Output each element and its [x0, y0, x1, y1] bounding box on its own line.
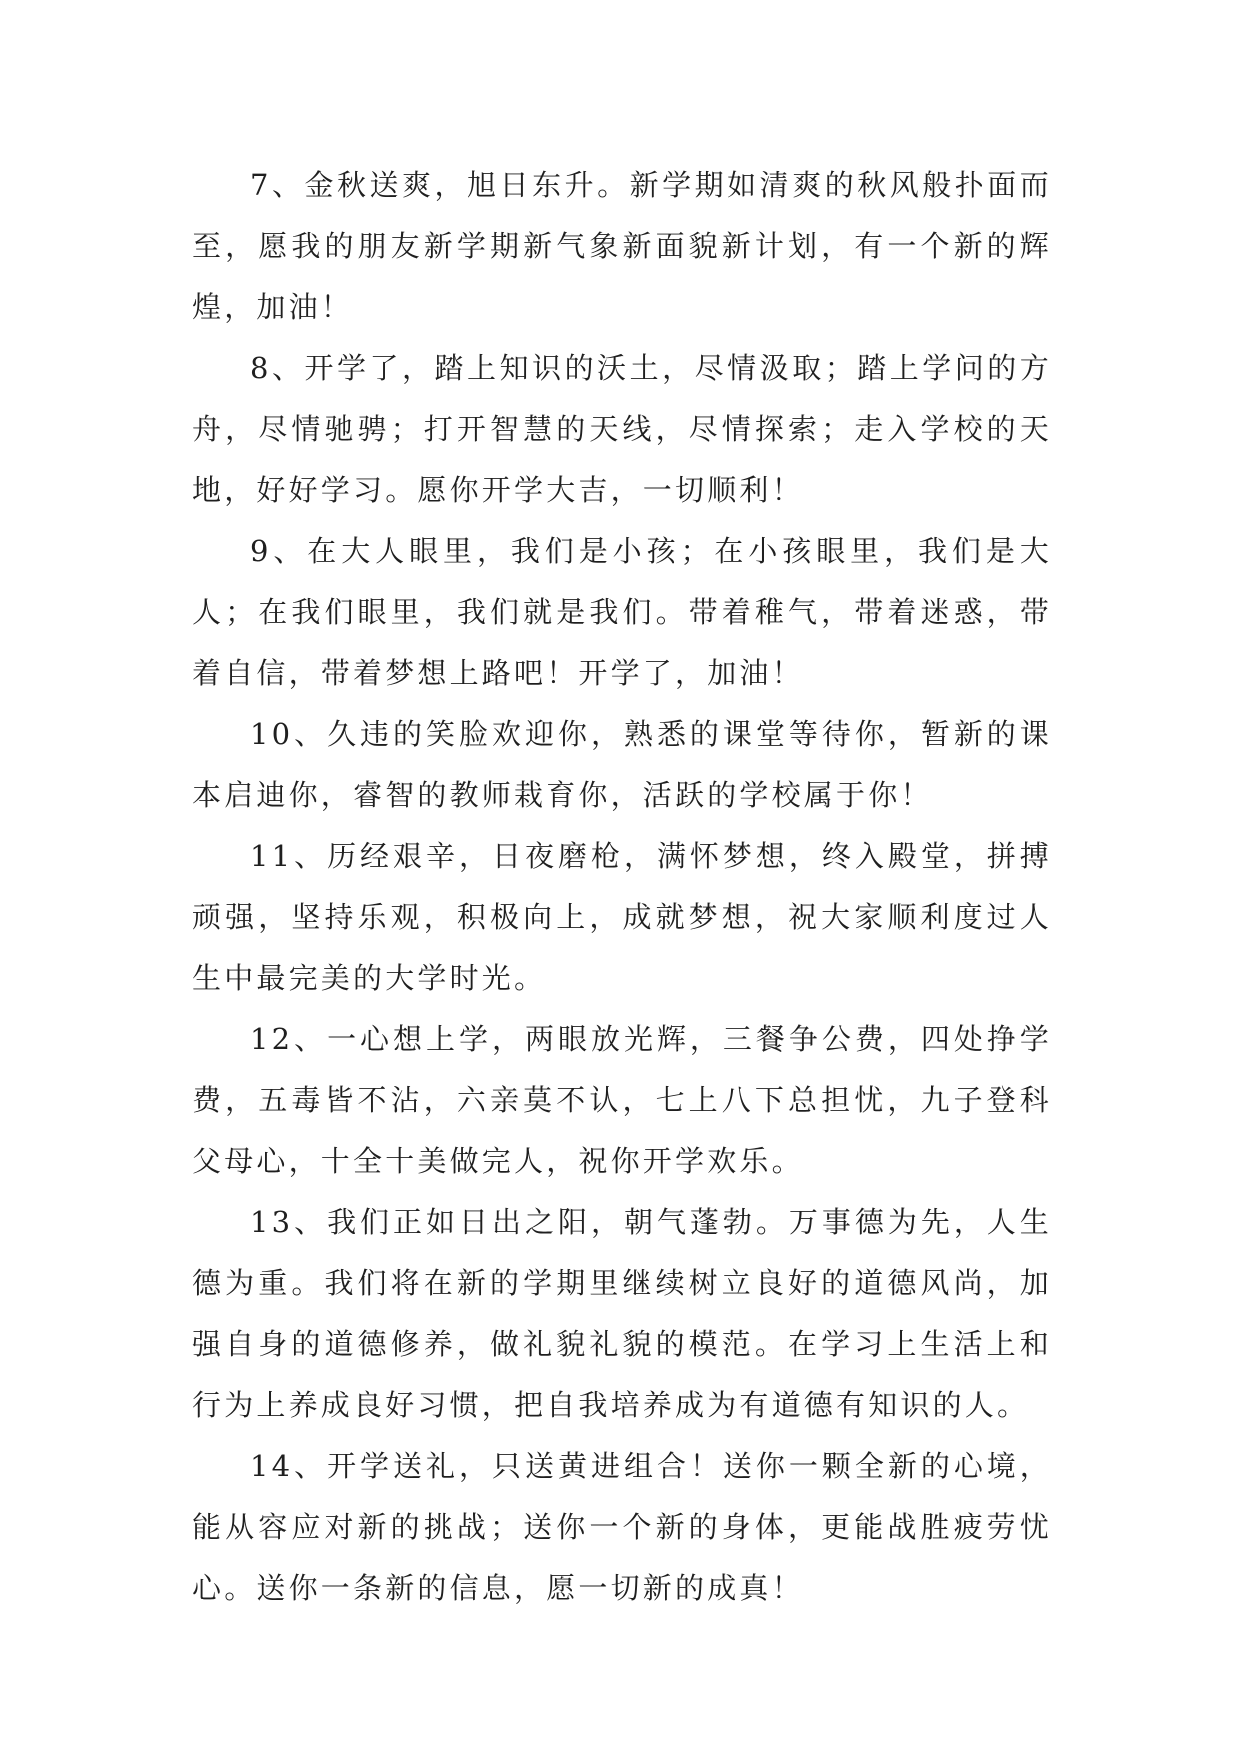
document-body [192, 155, 1052, 1619]
paragraph-9: 9、在大人眼里，我们是小孩；在小孩眼里，我们是大人；在我们眼里，我们就是我们。带着稚气，带着迷惑，带着自信，带着梦想上路吧！开学了，加油！ [192, 534, 1052, 690]
paragraph-10: 10、久违的笑脸欢迎你，熟悉的课堂等待你，暂新的课本启迪你，睿智的教师栽育你，活跃的学校属于你！ [192, 717, 1052, 812]
paragraph-7: 7、金秋送爽，旭日东升。新学期如清爽的秋风般扑面而至，愿我的朋友新学期新气象新面貌新计划，有一个新的辉煌，加油！ [192, 168, 1052, 324]
paragraph-14: 14、开学送礼，只送黄进组合！送你一颗全新的心境，能从容应对新的挑战；送你一个新的身体，更能战胜疲劳忧心。送你一条新的信息，愿一切新的成真！ [192, 1449, 1052, 1605]
paragraph-11: 11、历经艰辛，日夜磨枪，满怀梦想，终入殿堂，拼搏顽强，坚持乐观，积极向上，成就梦想，祝大家顺利度过人生中最完美的大学时光。 [192, 839, 1052, 995]
paragraph-13: 13、我们正如日出之阳，朝气蓬勃。万事德为先，人生德为重。我们将在新的学期里继续树立良好的道德风尚，加强自身的道德修养，做礼貌礼貌的模范。在学习上生活上和行为上养成良好习惯，把自我培养成为有道德有知识的人。 [192, 1205, 1052, 1422]
paragraph-8: 8、开学了，踏上知识的沃土，尽情汲取；踏上学问的方舟，尽情驰骋；打开智慧的天线，尽情探索；走入学校的天地，好好学习。愿你开学大吉，一切顺利！ [192, 351, 1052, 507]
paragraph-12: 12、一心想上学，两眼放光辉，三餐争公费，四处挣学费，五毒皆不沾，六亲莫不认，七上八下总担忧，九子登科父母心，十全十美做完人，祝你开学欢乐。 [192, 1022, 1052, 1178]
